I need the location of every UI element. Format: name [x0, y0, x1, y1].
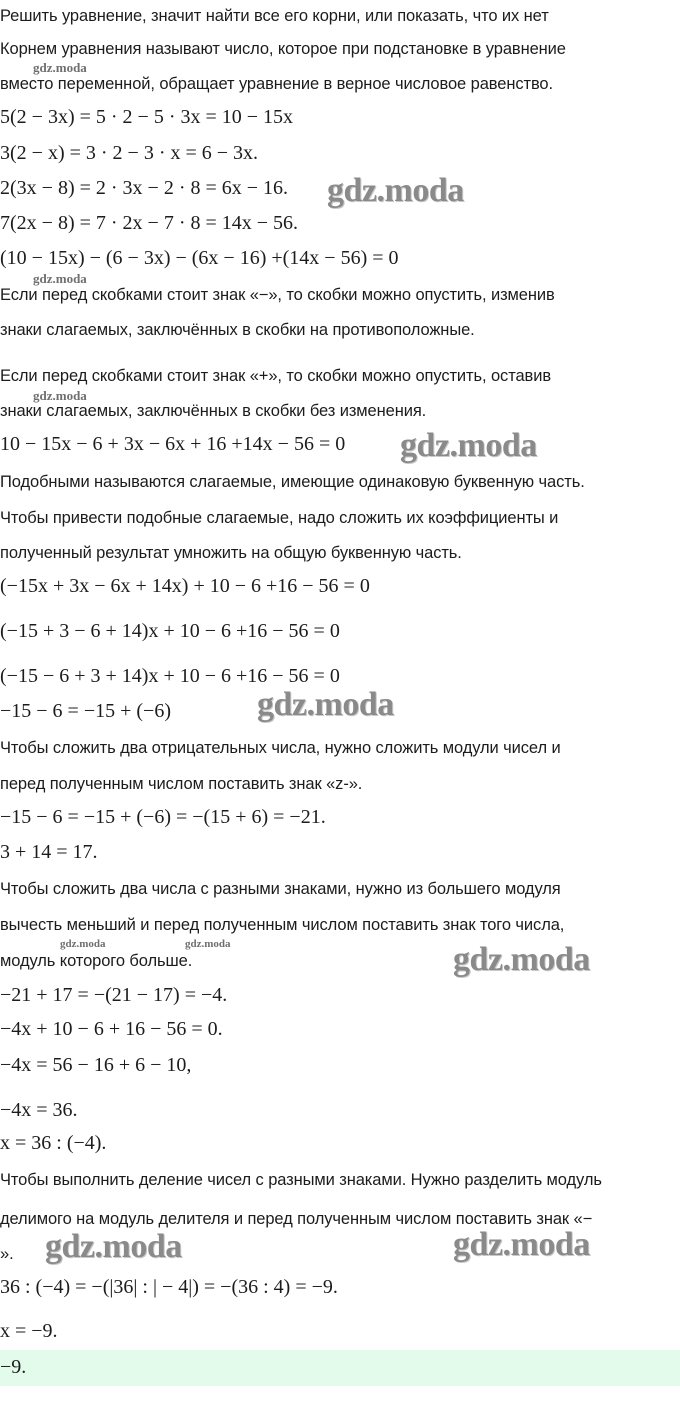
math-line: −15 − 6 = −15 + (−6)	[0, 700, 171, 722]
text-line: полученный результат умножить на общую буквенную часть.	[0, 544, 462, 562]
math-line: x = 36 : (−4).	[0, 1132, 107, 1154]
math-line: 7(2x − 8) = 7 · 2x − 7 · 8 = 14x − 56.	[0, 212, 299, 234]
text-line: знаки слагаемых, заключённых в скобки на противоположные.	[0, 321, 475, 339]
text-line: Чтобы привести подобные слагаемые, надо сложить их коэффициенты и	[0, 509, 559, 527]
math-line: x = −9.	[0, 1320, 58, 1342]
watermark-large: gdz.moda	[327, 172, 464, 209]
text-line: Чтобы сложить два числа с разными знаками, нужно из большего модуля	[0, 880, 561, 898]
math-line: −15 − 6 = −15 + (−6) = −(15 + 6) = −21.	[0, 806, 326, 828]
watermark-large: gdz.moda	[453, 941, 590, 978]
watermark-small: gdz.moda	[33, 271, 87, 286]
math-line: 3(2 − x) = 3 · 2 − 3 · x = 6 − 3x.	[0, 142, 259, 164]
watermark-small: gdz.moda	[33, 60, 87, 75]
math-line: (10 − 15x) − (6 − 3x) − (6x − 16) +(14x − 56) = 0	[0, 247, 399, 269]
text-line: Чтобы сложить два отрицательных числа, нужно сложить модули чисел и	[0, 739, 561, 757]
text-line: перед полученным числом поставить знак «z-».	[0, 775, 363, 793]
answer-line: −9.	[0, 1356, 27, 1378]
watermark-small: gdz.moda	[33, 388, 87, 403]
watermark-large: gdz.moda	[400, 427, 537, 464]
text-line: Если перед скобками стоит знак «+», то скобки можно опустить, оставив	[0, 367, 551, 385]
watermark-large: gdz.moda	[453, 1226, 590, 1263]
text-line: Корнем уравнения называют число, которое при подстановке в уравнение	[0, 40, 566, 58]
text-line: модуль которого больше.	[0, 952, 193, 970]
text-line: ».	[0, 1245, 14, 1263]
answer-highlight	[0, 1350, 680, 1386]
watermark-small: gdz.moda	[60, 938, 106, 950]
math-line: 2(3x − 8) = 2 · 3x − 2 · 8 = 6x − 16.	[0, 177, 289, 199]
math-line: −4x = 36.	[0, 1099, 78, 1121]
text-line: Решить уравнение, значит найти все его корни, или показать, что их нет	[0, 7, 549, 25]
watermark-large: gdz.moda	[257, 686, 394, 723]
watermark-large: gdz.moda	[45, 1228, 182, 1265]
math-line: −4x = 56 − 16 + 6 − 10,	[0, 1054, 192, 1076]
math-line: 10 − 15x − 6 + 3x − 6x + 16 +14x − 56 = 0	[0, 433, 346, 455]
watermark-small: gdz.moda	[185, 938, 231, 950]
math-line: 36 : (−4) = −(|36| : | − 4|) = −(36 : 4) = −9.	[0, 1276, 338, 1298]
math-line: (−15 + 3 − 6 + 14)x + 10 − 6 +16 − 56 = 0	[0, 620, 340, 642]
math-line: (−15 − 6 + 3 + 14)x + 10 − 6 +16 − 56 = 0	[0, 665, 340, 687]
text-line: Подобными называются слагаемые, имеющие одинаковую буквенную часть.	[0, 473, 585, 491]
text-line: Чтобы выполнить деление чисел с разными знаками. Нужно разделить модуль	[0, 1171, 602, 1189]
text-line: Если перед скобками стоит знак «−», то скобки можно опустить, изменив	[0, 286, 555, 304]
math-line: −21 + 17 = −(21 − 17) = −4.	[0, 984, 228, 1006]
text-line: делимого на модуль делителя и перед полученным числом поставить знак «−	[0, 1210, 593, 1228]
text-line: знаки слагаемых, заключённых в скобки без изменения.	[0, 402, 427, 420]
math-line: (−15x + 3x − 6x + 14x) + 10 − 6 +16 − 56 = 0	[0, 575, 370, 597]
text-line: вместо переменной, обращает уравнение в верное числовое равенство.	[0, 75, 553, 93]
math-line: 3 + 14 = 17.	[0, 841, 98, 863]
text-line: вычесть меньший и перед полученным числом поставить знак того числа,	[0, 916, 565, 934]
math-line: −4x + 10 − 6 + 16 − 56 = 0.	[0, 1018, 223, 1040]
math-line: 5(2 − 3x) = 5 · 2 − 5 · 3x = 10 − 15x	[0, 106, 294, 128]
